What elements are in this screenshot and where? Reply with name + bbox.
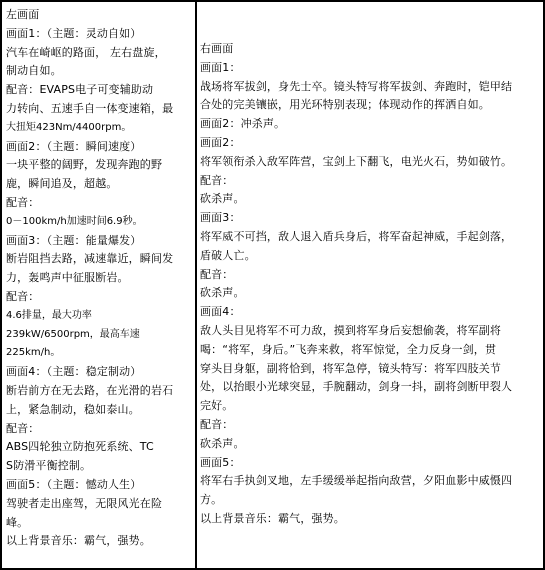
left-scene-3-text-1: 断岩阻挡去路，减速靠近，瞬间发: [6, 252, 174, 266]
right-scene-4-title: 画面4：: [200, 305, 241, 319]
left-scene-4-voice-label: 配音：: [6, 421, 40, 435]
left-scene-3-voice-1: 4.6排量，最大功率: [6, 309, 92, 321]
left-scene-1-title: 画面1：（主题：灵动自如）: [6, 26, 142, 40]
left-scene-5-title: 画面5：（主题：憾动人生）: [6, 477, 142, 491]
right-scene-3-text-2: 盾破人亡。: [200, 248, 256, 262]
left-scene-2-text-2: 鹿，瞬间追及，超越。: [6, 177, 118, 191]
right-heading: 右画面: [200, 42, 234, 55]
left-scene-4-title: 画面4：（主题：稳定制动）: [6, 365, 142, 379]
left-scene-4-voice-2: S防滑平衡控制。: [6, 459, 92, 473]
right-scene-5-text-1: 将军右手执剑叉地，左手缓缓举起指向敌营，夕阳血影中威慑四: [200, 474, 513, 488]
right-scene-4-text-5: 完好。: [200, 399, 234, 413]
right-scene-5-text-2: 方。: [200, 493, 223, 507]
left-scene-2-title: 画面2：（主题：瞬间速度）: [6, 139, 142, 153]
right-scene-3-voice-label: 配音：: [200, 267, 234, 281]
left-scene-4-voice-1: ABS四轮独立防抱死系统、TC: [6, 440, 154, 454]
right-scene-1-sound: 画面2：冲杀声。: [200, 117, 286, 131]
left-scene-1-voice-3: 大扭矩423Nm/4400rpm。: [6, 121, 132, 133]
left-scene-2-text-1: 一块平整的阔野，发现奔跑的野: [6, 158, 163, 172]
right-scene-3-text-1: 将军威不可挡，敌人退入盾兵身后，将军奋起神威，手起剑落，: [200, 229, 513, 243]
left-scene-3-voice-2: 239kW/6500rpm，最高车速: [6, 328, 140, 340]
left-scene-3-voice-3: 225km/h。: [6, 347, 61, 359]
left-scene-2-voice-text: 0－100km/h加速时间6.9秒。: [6, 215, 143, 227]
right-scene-2-voice-label: 配音：: [200, 173, 234, 187]
left-scene-3-text-2: 力，轰鸣声中征服断岩。: [6, 271, 129, 285]
left-scene-1-voice-1: 配音：EVAPS电子可变辅助动: [6, 83, 154, 97]
left-scene-3-voice-label: 配音：: [6, 289, 40, 303]
left-heading: 左画面: [6, 8, 40, 21]
right-scene-4-voice-label: 配音：: [200, 417, 234, 431]
right-scene-4-text-4: 处，以抬眼小光球突显，手腕翻动，剑身一抖，副将剑断甲裂人: [200, 380, 513, 394]
right-scene-1-text-1: 战场将军拔剑，身先士卒。镜头特写将军拔剑、奔跑时，铠甲结: [200, 79, 513, 93]
left-scene-1-voice-2: 力转向、五速手自一体变速箱，最: [6, 101, 174, 115]
left-background-music: 以上背景音乐：霸气，强势。: [6, 534, 151, 548]
left-scene-5-text-1: 驾驶者走出座驾，无限风光在险: [6, 496, 163, 510]
left-scene-4-text-1: 断岩前方在无去路，在光滑的岩石: [6, 383, 174, 397]
right-scene-3-title: 画面3：: [200, 211, 241, 225]
right-scene-4-text-3: 穿头目身躯，副将恰到，将军急停，镜头特写：将军四肢关节: [200, 361, 502, 375]
right-background-music: 以上背景音乐：霸气，强势。: [200, 511, 345, 525]
left-scene-4-text-2: 上，紧急制动，稳如泰山。: [6, 402, 140, 416]
left-scene-3-title: 画面3：（主题：能量爆发）: [6, 233, 142, 247]
right-scene-1-text-2: 合处的完美镶嵌，用光环特别表现；体现动作的挥洒自如。: [200, 98, 490, 112]
right-scene-3-voice-text: 砍杀声。: [200, 286, 245, 300]
left-scene-5-text-2: 峰。: [6, 515, 29, 529]
right-scene-4-text-1: 敌人头目见将军不可力敌，摸到将军身后妄想偷袭，将军副将: [200, 323, 502, 337]
left-scene-1-text-1: 汽车在崎岖的路面， 左右盘旋，: [6, 45, 166, 59]
right-scene-2-voice-text: 砍杀声。: [200, 192, 245, 206]
right-scene-4-voice-text: 砍杀声。: [200, 436, 245, 450]
right-scene-2-title: 画面2：: [200, 135, 241, 149]
right-scene-4-text-2: 喝：“将军，身后。”飞奔来救，将军惊觉，全力反身一剑，贯: [200, 342, 497, 356]
left-scene-2-voice-label: 配音：: [6, 195, 40, 209]
right-scene-2-text: 将军领衔杀入敌军阵营，宝剑上下翻飞，电光火石，势如破竹。: [200, 154, 513, 168]
right-scene-1-title: 画面1：: [200, 60, 241, 74]
left-scene-1-text-2: 制动自如。: [6, 64, 62, 78]
column-divider: [195, 0, 197, 570]
right-scene-5-title: 画面5：: [200, 455, 241, 469]
right-column: [200, 40, 539, 529]
left-column: [6, 6, 190, 551]
